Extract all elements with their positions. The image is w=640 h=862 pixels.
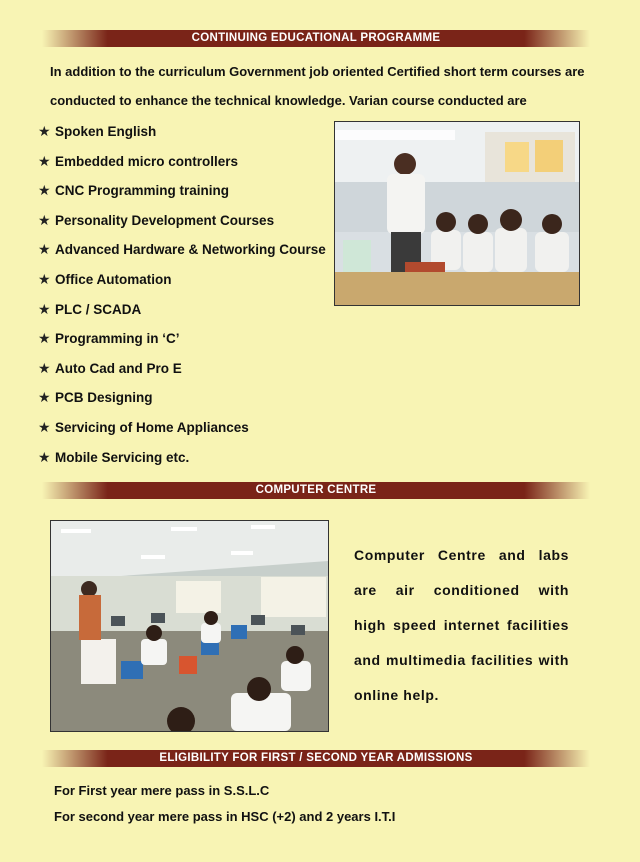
list-item: ★ PLC / SCADA [38,300,142,317]
course-list [38,121,326,476]
list-item: ★ PCB Designing [38,389,153,406]
section-header-continuing: CONTINUING EDUCATIONAL PROGRAMME [42,30,590,47]
classroom-photo-illustration [335,122,579,305]
star-icon: ★ [38,123,51,139]
computer-centre-text-line-4: and multimedia facilities with [354,652,569,668]
star-icon: ★ [38,359,51,376]
intro-line-2: conducted to enhance the technical knowledge. Varian course conducted are [50,93,527,108]
computer-centre-text-line-2: are air conditioned with [354,582,569,598]
list-item: ★ Spoken English [38,123,157,139]
star-icon: ★ [38,389,51,406]
classroom-photo [334,121,580,306]
section-header-computer-centre: COMPUTER CENTRE [42,482,590,499]
star-icon: ★ [38,182,51,199]
eligibility-first-year: For First year mere pass in S.S.L.C [54,783,270,798]
star-icon: ★ [38,211,51,228]
computer-centre-text-line-5: online help. [354,687,439,703]
star-icon: ★ [38,448,51,465]
list-item: ★ Programming in ‘C’ [38,330,180,347]
computer-centre-text-line-1: Computer Centre and labs [354,547,569,563]
list-item: ★ Advanced Hardware & Networking Course [38,241,326,258]
star-icon: ★ [38,152,51,169]
intro-line-1: In addition to the curriculum Government job oriented Certified short term courses are [50,64,585,79]
computer-lab-photo [50,520,329,732]
list-item: ★ Auto Cad and Pro E [38,359,182,376]
star-icon: ★ [38,270,51,287]
star-icon: ★ [38,300,51,317]
list-item: ★ Mobile Servicing etc. [38,448,190,465]
list-item: ★ CNC Programming training [38,182,230,199]
eligibility-second-year: For second year mere pass in HSC (+2) and 2 years I.T.I [54,809,396,824]
list-item: ★ Embedded micro controllers [38,152,239,169]
list-item: ★ Servicing of Home Appliances [38,418,249,435]
star-icon: ★ [38,330,51,347]
star-icon: ★ [38,241,51,258]
section-header-eligibility: ELIGIBILITY FOR FIRST / SECOND YEAR ADMISSIONS [42,750,590,767]
computer-lab-photo-illustration [51,521,328,731]
computer-centre-text-line-3: high speed internet facilities [354,617,569,633]
list-item: ★ Office Automation [38,270,172,287]
star-icon: ★ [38,418,51,435]
list-item: ★ Personality Development Courses [38,211,275,228]
